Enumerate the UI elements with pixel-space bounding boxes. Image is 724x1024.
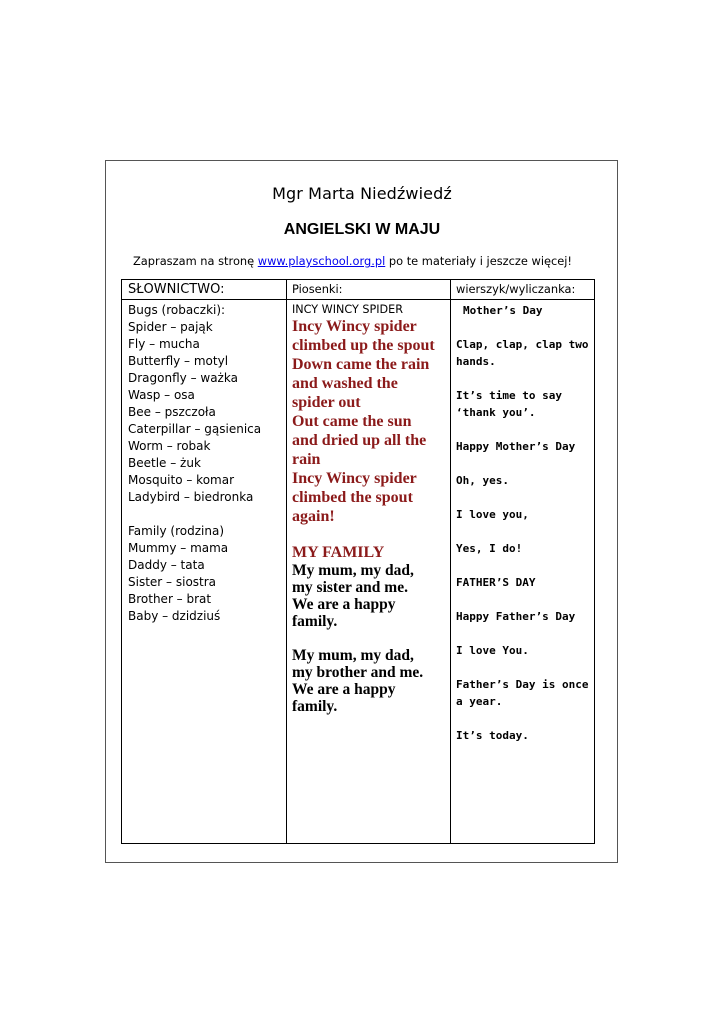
- vocabulary-column: [128, 302, 261, 625]
- document-title: ANGIELSKI W MAJU: [283, 221, 441, 238]
- poem-line: I love You.: [456, 644, 529, 657]
- poem-line: a year.: [456, 695, 503, 708]
- song-line: family.: [292, 698, 338, 715]
- vocab-item: Fly – mucha: [128, 337, 200, 351]
- poem-line: Yes, I do!: [456, 542, 523, 555]
- header-songs: Piosenki:: [292, 282, 343, 296]
- poem-line: ‘thank you’.: [456, 406, 536, 419]
- poem-line: Oh, yes.: [456, 474, 509, 487]
- vocab-item: Ladybird – biedronka: [128, 490, 254, 504]
- poem-line: Father’s Day is once: [456, 678, 589, 691]
- poem-line: It’s time to say: [456, 389, 562, 402]
- vocab-item: Beetle – żuk: [128, 456, 201, 470]
- poem-line: Clap, clap, clap two: [456, 338, 589, 351]
- vocab-item: Bee – pszczoła: [128, 405, 216, 419]
- header-poem: wierszyk/wyliczanka:: [456, 282, 576, 296]
- song-line: Out came the sun: [292, 413, 412, 430]
- vocab-item: Daddy – tata: [128, 558, 205, 572]
- vocab-item: Butterfly – motyl: [128, 354, 229, 368]
- poem-line: hands.: [456, 355, 496, 368]
- vocab-item: Baby – dzidziuś: [128, 609, 221, 623]
- song-line: my brother and me.: [292, 664, 424, 681]
- song-line: rain: [292, 451, 321, 468]
- song-line: climbed the spout: [292, 489, 413, 506]
- poem-title: Mother’s Day: [463, 304, 543, 317]
- intro-after: po te materiały i jeszcze więcej!: [385, 254, 572, 268]
- playschool-link[interactable]: www.playschool.org.pl: [257, 254, 386, 268]
- poem-column: [456, 302, 588, 744]
- vocab-item: Wasp – osa: [128, 388, 195, 402]
- vocab-item: Dragonfly – ważka: [128, 371, 238, 385]
- vocab-item: Worm – robak: [128, 439, 211, 453]
- song-line: Incy Wincy spider: [292, 470, 417, 487]
- content-table: [121, 279, 595, 844]
- song-line: family.: [292, 613, 338, 630]
- author-name: Mgr Marta Niedźwiedź: [272, 184, 452, 203]
- song-line: Down came the rain: [292, 356, 430, 373]
- song-line: climbed up the spout: [292, 337, 435, 354]
- bugs-heading: Bugs (robaczki):: [128, 303, 226, 317]
- poem-line: Happy Mother’s Day: [456, 440, 576, 453]
- vocab-item: Caterpillar – gąsienica: [128, 422, 262, 436]
- vocab-item: Mosquito – komar: [128, 473, 235, 487]
- poem-line: I love you,: [456, 508, 529, 521]
- poem-line: Happy Father’s Day: [456, 610, 576, 623]
- vocab-item: Spider – pająk: [128, 320, 213, 334]
- column-divider: [450, 280, 451, 843]
- song2-title: MY FAMILY: [292, 544, 385, 561]
- songs-column: [292, 303, 435, 715]
- song-line: my sister and me.: [292, 579, 408, 596]
- song-line: My mum, my dad,: [292, 562, 414, 579]
- intro-text: [133, 254, 572, 268]
- song-line: We are a happy: [292, 681, 396, 698]
- song-line: My mum, my dad,: [292, 647, 414, 664]
- header-vocabulary: SŁOWNICTWO:: [128, 282, 225, 297]
- song-line: again!: [292, 508, 335, 525]
- vocab-item: Sister – siostra: [128, 575, 217, 589]
- intro-before: Zapraszam na stronę: [133, 254, 258, 268]
- family-heading: Family (rodzina): [128, 524, 225, 538]
- song-line: and dried up all the: [292, 432, 427, 449]
- vocab-item: Brother – brat: [128, 592, 212, 606]
- vocab-item: Mummy – mama: [128, 541, 229, 555]
- poem-line: It’s today.: [456, 729, 529, 742]
- song1-title: INCY WINCY SPIDER: [292, 303, 404, 316]
- poem-line: FATHER’S DAY: [456, 576, 536, 589]
- header-divider: [122, 299, 594, 300]
- song-line: We are a happy: [292, 596, 396, 613]
- song-line: Incy Wincy spider: [292, 318, 417, 335]
- column-divider: [286, 280, 287, 843]
- song-line: spider out: [292, 394, 361, 411]
- song-line: and washed the: [292, 375, 398, 392]
